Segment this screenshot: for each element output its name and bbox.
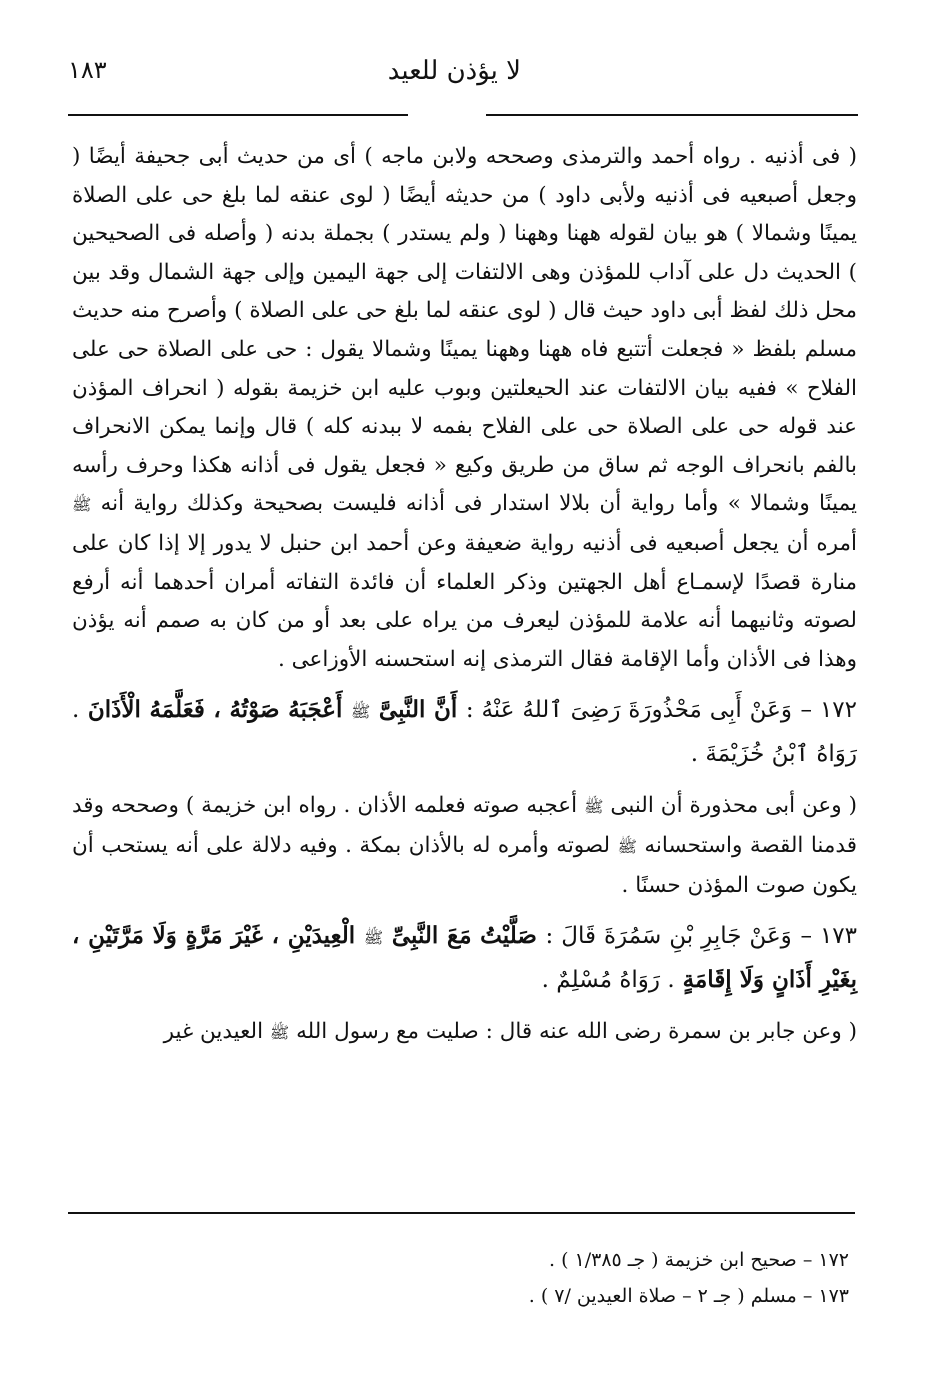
page-number: ١٨٣: [68, 56, 107, 84]
footnote-173: ١٧٣ – مسلم ( جـ ٢ – صلاة العيدين /٧ ) .: [528, 1285, 849, 1307]
commentary-paragraph: [72, 138, 857, 679]
hadith-number: ١٧٢ –: [800, 697, 857, 724]
running-title: لا يؤذن للعيد: [387, 56, 521, 86]
hadith-chain: وَعَنْ جَابِرِ بْنِ سَمُرَةَ قَالَ :: [545, 923, 792, 950]
commentary-text: العيدين غير: [163, 1019, 264, 1045]
commentary-paragraph: [72, 787, 857, 905]
hadith-text: صَلَّيْتُ مَعَ النَّبِىِّ: [391, 922, 537, 950]
commentary-paragraph: [72, 1013, 857, 1053]
hadith-text: أَنَّ النَّبِىَّ: [378, 696, 458, 724]
footnotes: [72, 1242, 849, 1314]
hadith-173: [72, 915, 857, 1001]
main-text: [72, 138, 857, 1053]
salutation-glyph: ﷺ: [72, 495, 92, 515]
hadith-chain: وَعَنْ أَبِى مَحْذُورَةَ رَضِىَ ٱللهُ عَنْهُ :: [465, 697, 792, 724]
hadith-number: ١٧٣ –: [800, 923, 858, 950]
hadith-text: أَعْجَبَهُ صَوْتُهُ ، فَعَلَّمَهُ الْأَذَانَ: [87, 696, 343, 724]
salutation-glyph: ﷺ: [584, 797, 604, 817]
salutation-glyph: ﷺ: [269, 1023, 290, 1043]
hadith-source: . رَوَاهُ مُسْلِمٌ .: [541, 967, 675, 994]
footnote-rule: [68, 1212, 855, 1214]
commentary-text: ( وعن أبى محذورة أن النبى: [610, 793, 858, 819]
header-rule-right: [486, 114, 858, 116]
commentary-text: أعجبه صوته فعلمه الأذان . رواه ابن خزيمة ) وصححه وقد قدمنا القصة واستحسانه: [72, 793, 857, 858]
hadith-text: الْعِيدَيْنِ ، غَيْرَ مَرَّةٍ وَلَا مَرَّتَيْنِ ، بِغَيْرِ أَذَانٍ وَلَا إِقَامَةٍ: [72, 922, 857, 994]
commentary-text: أمره أن يجعل أصبعيه فى أذنيه رواية ضعيفة وعن أحمد ابن حنبل لا يدور إلا إذا كان على منارة قصدًا لإسمـاع أهل الجهتين وذكر العلماء أن فائدة التفاته أمران أحدهما أنه أرفع لصوته وثانيهما أنه علامة للمؤذن ليعرف من يراه على بعد أو من كان به صمم أنه يؤذن وهذا فى الأذان وأما الإقامة فقال الترمذى إنه استحسنه الأوزاعى .: [72, 530, 857, 672]
salutation-glyph: ﷺ: [351, 702, 371, 722]
hadith-172: [72, 689, 857, 775]
footnote-172: ١٧٢ – صحيح ابن خزيمة ( جـ ١/٣٨٥ ) .: [548, 1249, 849, 1271]
header-rule-left: [68, 114, 408, 116]
hadith-source: . رَوَاهُ ٱبْنُ خُزَيْمَةَ .: [72, 697, 857, 768]
page-header: [68, 56, 861, 96]
salutation-glyph: ﷺ: [363, 928, 384, 948]
commentary-text: ( وعن جابر بن سمرة رضى الله عنه قال : صليت مع رسول الله: [296, 1019, 857, 1045]
commentary-text: لصوته وأمره له بالأذان بمكة . وفيه دلالة على أنه يستحب أن يكون صوت المؤذن حسنًا .: [72, 832, 857, 898]
commentary-text: ( فى أذنيه . رواه أحمد والترمذى وصححه ولابن ماجه ) أى من حديث أبى جحيفة أيضًا ( وجعل أصبعيه فى أذنيه ولأبى داود ) من حديثه أيضًا ( لوى عنقه لما بلغ حى على الصلاة يمينًا وشمالا ) هو بيان لقوله ههنا وههنا ( ولم يستدر ) بجملة بدنه ( وأصله فى الصحيحين ) الحديث دل على آداب للمؤذن وهى الالتفات إلى جهة اليمين وإلى جهة الشمال وقد بين محل ذلك لفظ أبى داود حيث قال ( لوى عنقه لما بلغ حى على الصلاة ) وأصرح منه حديث مسلم بلفظ « فجعلت أتتبع فاه ههنا وههنا يمينًا وشمالا يقول : حى على الصلاة حى على الفلاح » ففيه بيان الالتفات عند الحيعلتين وبوب عليه ابن خزيمة بقوله ( انحراف المؤذن عند قوله حى على الصلاة حى على الفلاح بفمه لا ببدنه كله ) قال وإنما يمكن الانحراف بالفم بانحراف الوجه ثم ساق من طريق وكيع « فجعل يقول فى أذانه هكذا وحرف رأسه يمينًا وشمالا » وأما رواية أن بلالا استدار فى أذانه فليست بصحيحة وكذلك رواية أنه: [72, 144, 857, 517]
salutation-glyph: ﷺ: [617, 836, 637, 856]
